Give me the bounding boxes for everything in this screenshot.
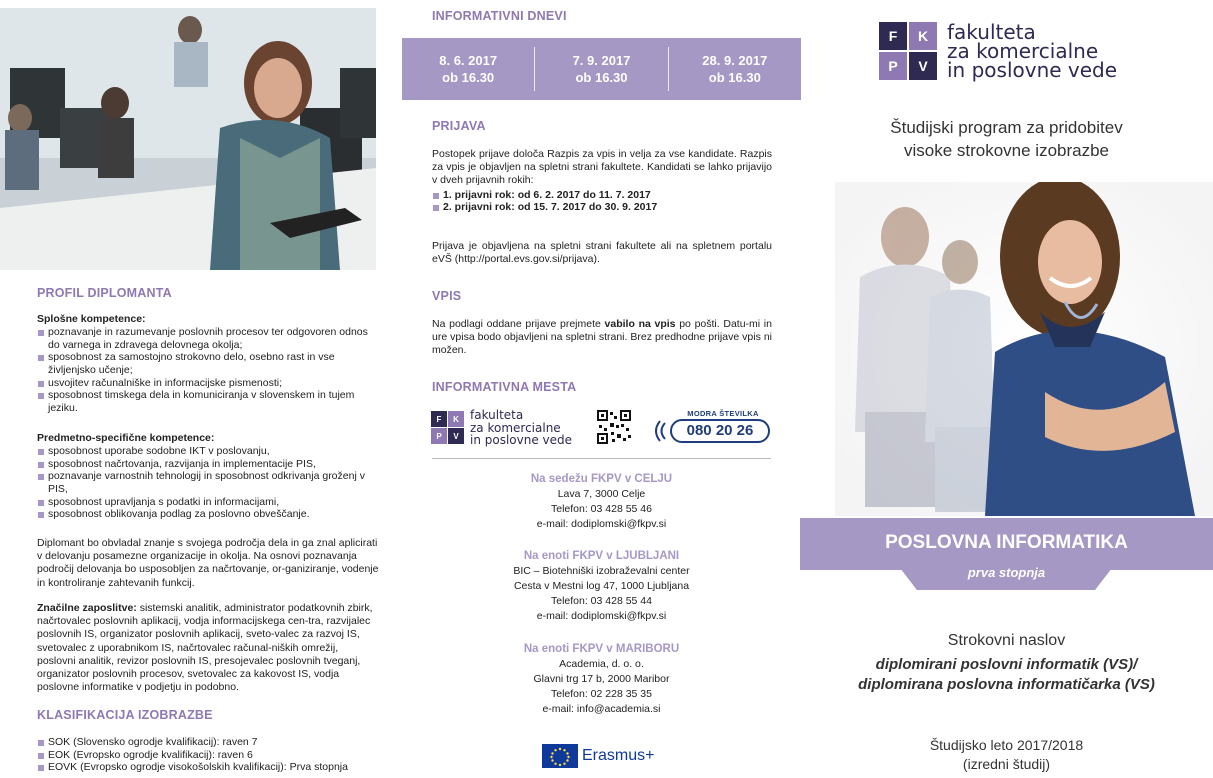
sound-waves-icon bbox=[654, 420, 668, 442]
vpis-text: Na podlagi oddane prijave prejmete bbox=[432, 318, 605, 330]
contact-line: Glavni trg 17 b, 2000 Maribor bbox=[533, 673, 670, 685]
list-item: EOK (Evropsko ogrodje kvalifikacij): raven 6 bbox=[37, 749, 382, 762]
list-item: poznavanje varnostnih tehnologij in sposobnost odkrivanja groženj v PIS, bbox=[37, 470, 382, 495]
middle-panel bbox=[396, 0, 808, 778]
modra-label: MODRA ŠTEVILKA bbox=[687, 409, 759, 418]
qr-code-icon[interactable] bbox=[597, 410, 631, 444]
list-item: EOVK (Evropsko ogrodje visokošolskih kvalifikacij): Prva stopnja bbox=[37, 761, 382, 774]
program-line: visoke strokovne izobrazbe bbox=[903, 141, 1110, 160]
vpis-title: VPIS bbox=[432, 289, 462, 303]
profil-title: PROFIL DIPLOMANTA bbox=[37, 286, 172, 300]
splosne-heading: Splošne kompetence: bbox=[37, 313, 146, 325]
naslov-female: diplomirana poslovna informatičarka (VS) bbox=[858, 676, 1155, 693]
small-logo bbox=[431, 409, 572, 447]
list-item: usvojitev računalniške in informacijske pismenosti; bbox=[37, 377, 382, 390]
logo-text-line: za komercialne bbox=[947, 38, 1099, 63]
program-description bbox=[800, 116, 1213, 162]
dates-bar bbox=[402, 38, 801, 100]
naslov-male: diplomirani poslovni informatik (VS)/ bbox=[875, 656, 1138, 673]
list-item: 1. prijavni rok: od 6. 2. 2017 do 11. 7. 2017 bbox=[432, 189, 772, 202]
klasifikacija-list bbox=[37, 736, 382, 774]
logo-letter: P bbox=[431, 428, 447, 444]
contact-celje bbox=[432, 471, 771, 532]
prijava-paragraph: Postopek prijave določa Razpis za vpis in velja za vse kandidate. Razpis za vpis je objavljen na spletni strani fakultete. Kandidati se lahko prijavijo v dveh prijavnih rokih: bbox=[432, 148, 772, 187]
contact-maribor bbox=[432, 641, 771, 717]
logo-text-line: fakulteta bbox=[947, 19, 1036, 44]
naslov-values bbox=[800, 655, 1213, 695]
date-text: 28. 9. 2017 bbox=[702, 53, 768, 68]
dnevi-title: INFORMATIVNI DNEVI bbox=[432, 9, 567, 23]
prijava-title: PRIJAVA bbox=[432, 119, 486, 133]
date-cell bbox=[535, 52, 667, 86]
divider bbox=[534, 47, 535, 91]
list-item: SOK (Slovensko ogrodje kvalifikacij): raven 7 bbox=[37, 736, 382, 749]
date-text: 7. 9. 2017 bbox=[572, 53, 631, 68]
subtitle: prva stopnja bbox=[967, 565, 1046, 580]
logo-letter: K bbox=[448, 411, 464, 427]
klasifikacija-title: KLASIFIKACIJA IZOBRAZBE bbox=[37, 708, 213, 722]
time-text: ob 16.30 bbox=[442, 70, 495, 85]
divider bbox=[668, 47, 669, 91]
splosne-list bbox=[37, 326, 382, 414]
naslov-label: Strokovni naslov bbox=[947, 632, 1066, 649]
study-year-text: Študijsko leto 2017/2018 bbox=[929, 737, 1084, 753]
predmetno-list bbox=[37, 445, 382, 521]
students-photo bbox=[835, 182, 1213, 516]
contact-line: Cesta v Mestni log 47, 1000 Ljubljana bbox=[513, 580, 690, 592]
study-year bbox=[800, 736, 1213, 774]
list-item: 2. prijavni rok: od 15. 7. 2017 do 30. 9. 2017 bbox=[432, 201, 772, 214]
contact-title: Na sedežu FKPV v CELJU bbox=[530, 473, 673, 485]
logo-mark bbox=[431, 411, 464, 444]
logo-letter: K bbox=[909, 22, 937, 50]
erasmus-text: Erasmus+ bbox=[582, 747, 655, 764]
logo-text-line: in poslovne vede bbox=[947, 57, 1118, 82]
list-item: sposobnost uporabe sodobne IKT v poslovanju, bbox=[37, 445, 382, 458]
contact-line[interactable]: e-mail: dodiplomski@fkpv.si bbox=[536, 610, 667, 622]
date-cell bbox=[402, 52, 534, 86]
modra-number: 080 20 26 bbox=[670, 419, 770, 443]
date-text: 8. 6. 2017 bbox=[439, 53, 498, 68]
divider bbox=[432, 458, 771, 459]
fkpv-logo bbox=[879, 19, 1118, 82]
list-item: poznavanje in razumevanje poslovnih procesov ter odgovoren odnos do varnega in zdravega delovnega okolja; bbox=[37, 326, 382, 351]
mesta-title: INFORMATIVNA MESTA bbox=[432, 380, 577, 394]
contact-line: Academia, d. o. o. bbox=[559, 658, 644, 670]
list-item: sposobnost načrtovanja, razvijanja in implementacije PIS, bbox=[37, 458, 382, 471]
classroom-photo bbox=[0, 8, 376, 270]
logo-text-line: za komercialne bbox=[470, 420, 561, 435]
vpis-paragraph bbox=[432, 318, 772, 358]
contact-line: Telefon: 03 428 55 46 bbox=[550, 503, 652, 515]
left-panel bbox=[0, 0, 386, 778]
roki-list bbox=[432, 189, 772, 214]
list-item: sposobnost upravljanja s podatki in informacijami, bbox=[37, 496, 382, 509]
main-title: POSLOVNA INFORMATIKA bbox=[885, 532, 1128, 553]
vpis-text: po pošti. Datu-mi in ure vpisa bodo objavljeni na spletni strani. Brez predhodne prijave vpis ni možen. bbox=[432, 318, 772, 357]
zaposlitve-text: sistemski analitik, administrator podatkovnih zbirk, načrtovalec poslovnih aplikacij, vodja informacijskega cen-tra, razvijalec poslovnih IS, organizator poslovnih aplikacij, sveto-valec za razvoj IS, svetovalec z uporabnikom IS, načrtovalec računal-niških omrežij, poslovni analitik, revizor poslovnih IS, presojevalec poslovnih tveganj, organizator poslovnih procesov, svetovalec za kakovost IS, vodja poslovne informatike v podjetju in podobno. bbox=[37, 602, 373, 694]
diplomant-paragraph: Diplomant bo obvladal znanje s svojega področja dela in ga znal aplicirati v delovanju posamezne organizacije in okolja. Na osnovi poznavanja področij delovanja bo usposobljen za načrtovanje, or-ganiziranje, vodenje in kontroliranje zahtevanih funkcij. bbox=[37, 537, 379, 589]
logo-letter: V bbox=[909, 52, 937, 80]
date-cell bbox=[669, 52, 801, 86]
zaposlitve-paragraph bbox=[37, 602, 379, 694]
logo-letter: F bbox=[879, 22, 907, 50]
zaposlitve-label: Značilne zaposlitve: bbox=[37, 602, 137, 614]
study-mode-text: (izredni študij) bbox=[962, 756, 1051, 772]
modra-stevilka-badge[interactable] bbox=[654, 409, 774, 445]
time-text: ob 16.30 bbox=[708, 70, 761, 85]
contact-ljubljana bbox=[432, 548, 771, 624]
time-text: ob 16.30 bbox=[575, 70, 628, 85]
contact-line: BIC – Biotehniški izobraževalni center bbox=[513, 565, 690, 577]
contact-line[interactable]: e-mail: info@academia.si bbox=[542, 703, 661, 715]
list-item: sposobnost timskega dela in komuniciranja v slovenskem in tujem jeziku. bbox=[37, 389, 382, 414]
eu-flag-icon bbox=[542, 744, 578, 768]
program-line: Študijski program za pridobitev bbox=[890, 118, 1123, 137]
logo-letter: P bbox=[879, 52, 907, 80]
logo-text-line: fakulteta bbox=[470, 408, 524, 422]
erasmus-logo bbox=[542, 744, 654, 768]
prijava-paragraph-2: Prijava je objavljena na spletni strani fakultete ali na spletnem portalu eVŠ (http://portal.evs.gov.si/prijava). bbox=[432, 240, 772, 266]
contact-line: Telefon: 03 428 55 44 bbox=[550, 595, 652, 607]
logo-mark bbox=[879, 22, 937, 80]
logo-letter: F bbox=[431, 411, 447, 427]
predmetno-heading: Predmetno-specifične kompetence: bbox=[37, 432, 215, 444]
list-item: sposobnost oblikovanja podlag za poslovno obveščanje. bbox=[37, 508, 382, 521]
vpis-bold-text: vabilo na vpis bbox=[604, 318, 676, 330]
contact-title: Na enoti FKPV v LJUBLJANI bbox=[523, 550, 680, 562]
right-panel bbox=[800, 0, 1213, 778]
list-item: sposobnost za samostojno strokovno delo, osebno rast in vse življenjsko učenje; bbox=[37, 351, 382, 376]
contact-line: Lava 7, 3000 Celje bbox=[557, 488, 646, 500]
logo-letter: V bbox=[448, 428, 464, 444]
contact-line[interactable]: e-mail: dodiplomski@fkpv.si bbox=[536, 518, 667, 530]
logo-text-line: in poslovne vede bbox=[470, 433, 573, 447]
contact-title: Na enoti FKPV v MARIBORU bbox=[523, 643, 680, 655]
contact-line: Telefon: 02 228 35 35 bbox=[550, 688, 652, 700]
